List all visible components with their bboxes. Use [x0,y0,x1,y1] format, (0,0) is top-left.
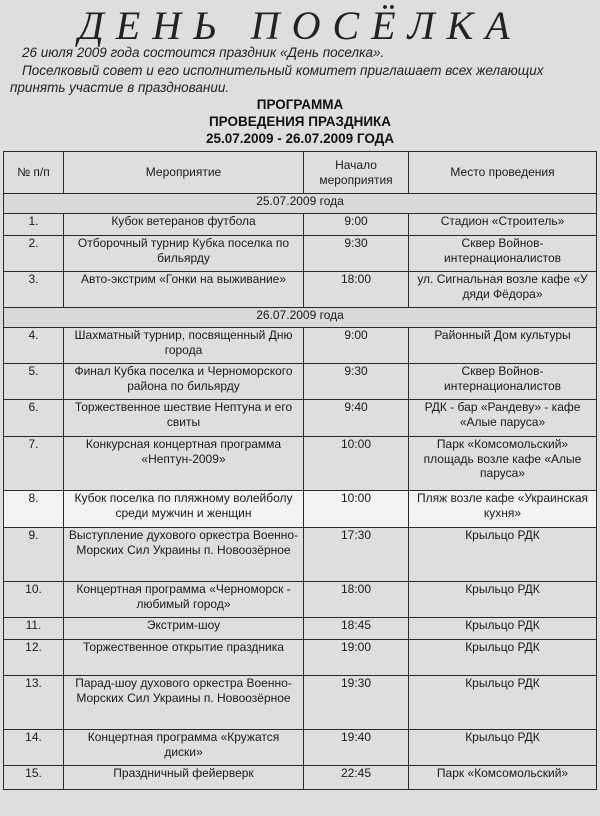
cell-event: Конкурсная концертная программа «Нептун-2009» [64,437,304,491]
cell-place: Пляж возле кафе «Украинская кухня» [409,491,597,528]
cell-number: 1. [4,214,64,236]
cell-event: Парад-шоу духового оркестра Военно-Морских Сил Украины п. Новоозёрное [64,676,304,730]
cell-place: Крыльцо РДК [409,582,597,618]
intro-line-2: Поселковый совет и его исполнительный комитет приглашает всех желающих принять участие в праздновании. [10,63,544,95]
cell-time: 9:00 [304,328,409,364]
cell-number: 8. [4,491,64,528]
table-row [4,582,597,618]
cell-time: 18:00 [304,582,409,618]
header-place: Место проведения [409,152,597,194]
cell-place: Стадион «Строитель» [409,214,597,236]
cell-event: Кубок поселка по пляжному волейболу среди мужчин и женщин [64,491,304,528]
table-row [4,528,597,582]
cell-time: 19:00 [304,640,409,676]
cell-place: Крыльцо РДК [409,640,597,676]
cell-number: 4. [4,328,64,364]
cell-time: 18:45 [304,618,409,640]
cell-number: 12. [4,640,64,676]
cell-place: Сквер Войнов-интернационалистов [409,236,597,272]
cell-event: Концертная программа «Черноморск - любимый город» [64,582,304,618]
cell-time: 19:40 [304,730,409,766]
day-header-row [4,308,597,328]
table-row [4,491,597,528]
table-header-row [4,152,597,194]
table-row [4,214,597,236]
day-header-2: 26.07.2009 года [4,308,597,328]
cell-place: Крыльцо РДК [409,730,597,766]
cell-place: Крыльцо РДК [409,676,597,730]
table-row [4,236,597,272]
cell-place: ул. Сигнальная возле кафе «У дяди Фёдора» [409,272,597,308]
table-row [4,676,597,730]
cell-number: 6. [4,400,64,437]
page-title: ДЕНЬ ПОСЁЛКА [78,3,522,48]
cell-event: Финал Кубка поселка и Черноморского района по бильярду [64,364,304,400]
cell-place: Крыльцо РДК [409,528,597,582]
header-time: Начало мероприятия [304,152,409,194]
cell-time: 18:00 [304,272,409,308]
cell-place: Районный Дом культуры [409,328,597,364]
cell-time: 19:30 [304,676,409,730]
cell-event: Кубок ветеранов футбола [64,214,304,236]
cell-place: Парк «Комсомольский» площадь возле кафе «Алые паруса» [409,437,597,491]
header-event: Мероприятие [64,152,304,194]
cell-time: 9:00 [304,214,409,236]
intro-line-1: 26 июля 2009 года состоится праздник «День поселка». [22,45,385,60]
table-row [4,766,597,790]
program-heading-2: ПРОВЕДЕНИЯ ПРАЗДНИКА [208,114,392,129]
cell-number: 5. [4,364,64,400]
cell-event: Шахматный турнир, посвященный Дню города [64,328,304,364]
cell-event: Выступление духового оркестра Военно-Морских Сил Украины п. Новоозёрное [64,528,304,582]
cell-number: 13. [4,676,64,730]
cell-number: 11. [4,618,64,640]
table-row [4,400,597,437]
header-number: № п/п [4,152,64,194]
cell-number: 14. [4,730,64,766]
table-row [4,640,597,676]
cell-time: 17:30 [304,528,409,582]
cell-place: Парк «Комсомольский» [409,766,597,790]
cell-number: 9. [4,528,64,582]
cell-time: 22:45 [304,766,409,790]
cell-event: Отборочный турнир Кубка поселка по бильярду [64,236,304,272]
cell-number: 2. [4,236,64,272]
cell-place: РДК - бар «Рандеву» - кафе «Алые паруса» [409,400,597,437]
table-row [4,730,597,766]
cell-time: 10:00 [304,437,409,491]
program-heading-3: 25.07.2009 - 26.07.2009 ГОДА [205,131,395,146]
table-row [4,364,597,400]
program-heading-1: ПРОГРАММА [256,97,344,112]
cell-place: Сквер Войнов-интернационалистов [409,364,597,400]
cell-time: 9:30 [304,236,409,272]
cell-number: 10. [4,582,64,618]
cell-event: Авто-экстрим «Гонки на выживание» [64,272,304,308]
cell-time: 9:40 [304,400,409,437]
day-header-1: 25.07.2009 года [4,194,597,214]
day-header-row [4,194,597,214]
table-row [4,437,597,491]
cell-number: 3. [4,272,64,308]
cell-place: Крыльцо РДК [409,618,597,640]
cell-event: Торжественное шествие Нептуна и его свиты [64,400,304,437]
program-table [3,151,597,790]
cell-event: Экстрим-шоу [64,618,304,640]
cell-time: 10:00 [304,491,409,528]
cell-event: Концертная программа «Кружатся диски» [64,730,304,766]
cell-time: 9:30 [304,364,409,400]
cell-event: Праздничный фейерверк [64,766,304,790]
cell-event: Торжественное открытие праздника [64,640,304,676]
table-row [4,272,597,308]
table-row [4,328,597,364]
cell-number: 15. [4,766,64,790]
table-row [4,618,597,640]
cell-number: 7. [4,437,64,491]
